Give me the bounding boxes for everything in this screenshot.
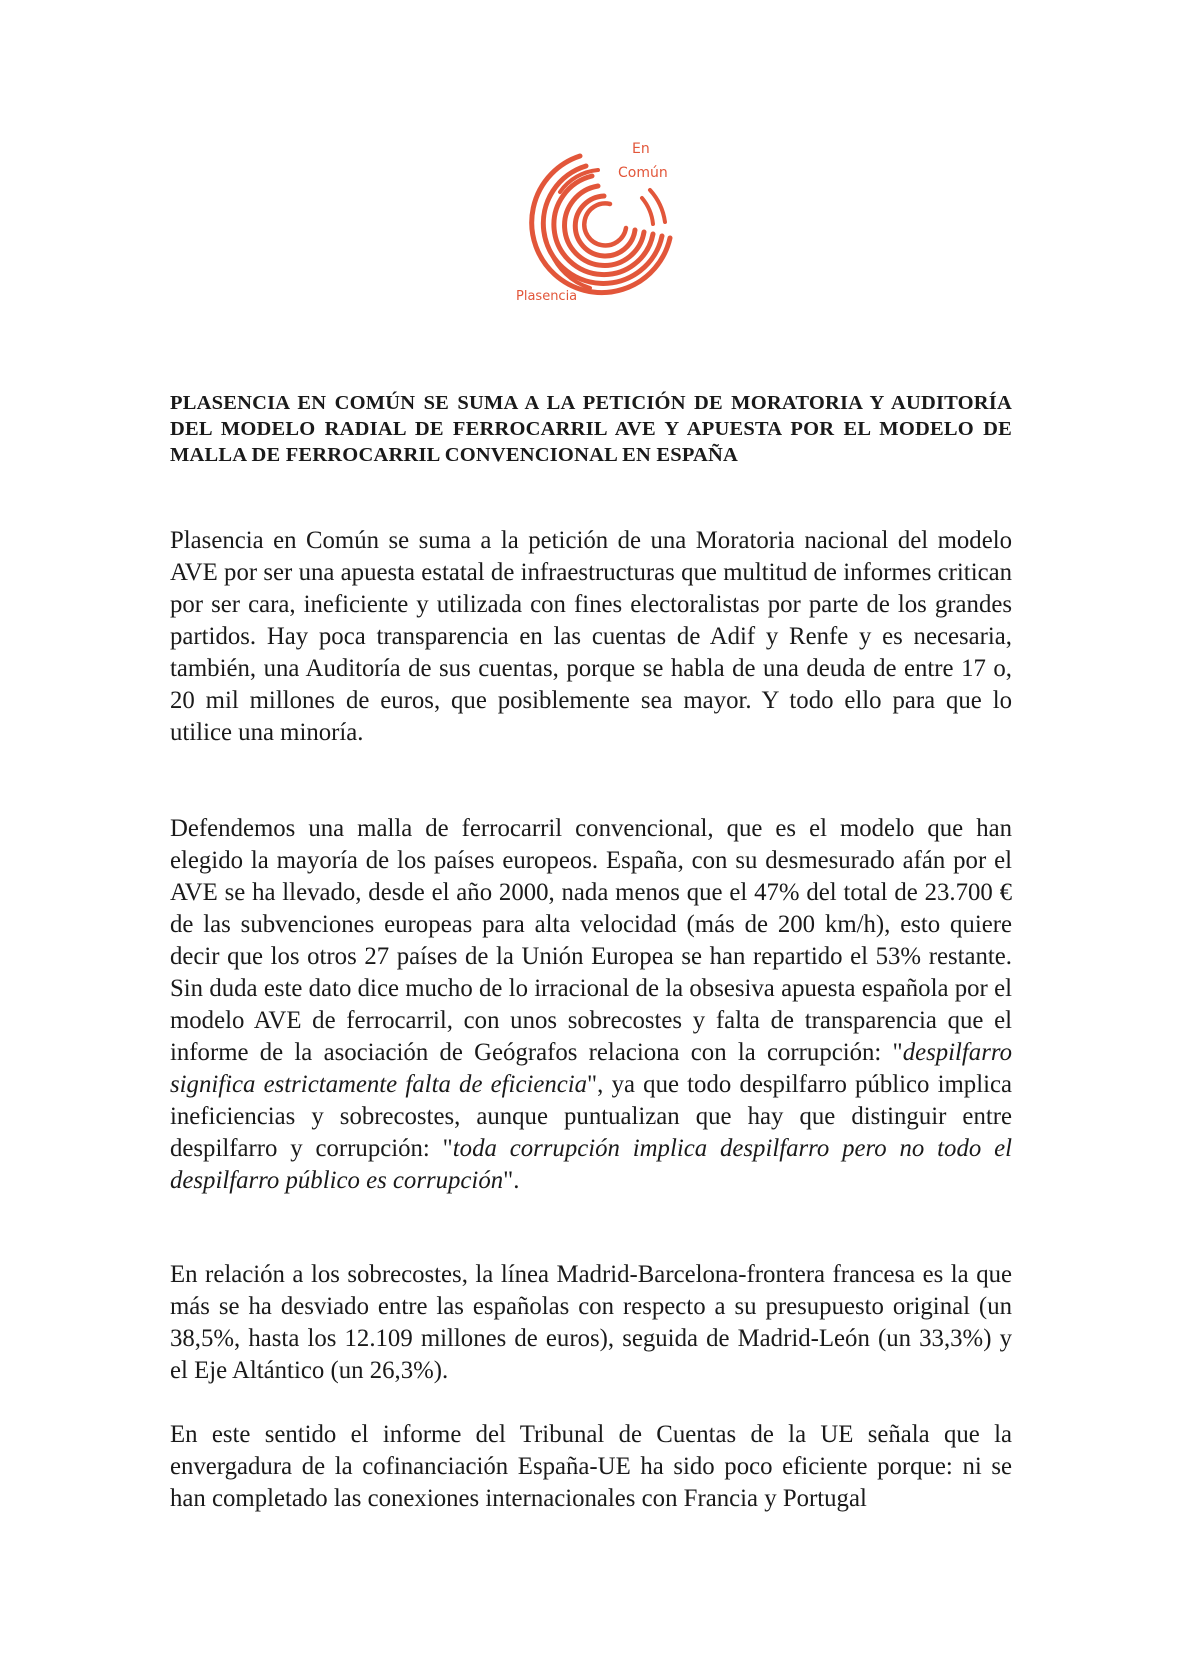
paragraph-text: Defendemos una malla de ferrocarril convencional, que es el modelo que han elegido la mayoría de los países europeos. España, con su desmesurado afán por el AVE se ha llevado, desde el año 2000, nada menos que el 47% del total de 23.700 € de las subvenciones europeas para alta velocidad (más de 200 km/h), esto quiere decir que los otros 27 países de la Unión Europea se han repartido el 53% restante. Sin duda este dato dice mucho de lo irracional de la obsesiva apuesta española por el modelo AVE de ferrocarril, con unos sobrecostes y falta de transparencia que el informe de la asociación de Geógrafos relaciona con la corrupción: " <box>170 815 1012 1066</box>
en-comun-logo <box>516 140 690 310</box>
paragraph-malla-convencional <box>170 813 1012 1197</box>
logo-plasencia-text: Plasencia <box>516 289 578 304</box>
quote-corrupcion: toda corrupción implica despilfarro pero no todo el despilfarro público es corrupción <box>170 1135 1012 1194</box>
paragraph-text: ". <box>503 1167 520 1194</box>
logo-comun-text: Común <box>618 165 668 181</box>
paragraph-moratoria: Plasencia en Común se suma a la petición de una Moratoria nacional del modelo AVE por ser una apuesta estatal de infraestructuras que multitud de informes critican por ser cara, ineficiente y utilizada con fines electoralistas por parte de los grandes partidos. Hay poca transparencia en las cuentas de Adif y Renfe y es necesaria, también, una Auditoría de sus cuentas, porque se habla de una deuda de entre 17 o, 20 mil millones de euros, que posiblemente sea mayor. Y todo ello para que lo utilice una minoría. <box>170 527 1012 746</box>
paragraph-tribunal-cuentas: En este sentido el informe del Tribunal de Cuentas de la UE señala que la envergadura de la cofinanciación España-UE ha sido poco eficiente porque: ni se han completado las conexiones internacionales con Francia y Portugal <box>170 1421 1012 1512</box>
paragraph-sobrecostes: En relación a los sobrecostes, la línea Madrid-Barcelona-frontera francesa es la que más se ha desviado entre las españolas con respecto a su presupuesto original (un 38,5%, hasta los 12.109 millones de euros), seguida de Madrid-León (un 33,3%) y el Eje Altántico (un 26,3%). <box>170 1261 1012 1384</box>
quote-despilfarro: despilfarro significa estrictamente falta de eficiencia <box>170 1039 1012 1098</box>
logo-en-text: En <box>632 141 650 157</box>
press-release-title: PLASENCIA EN COMÚN SE SUMA A LA PETICIÓN DE MORATORIA Y AUDITORÍA DEL MODELO RADIAL DE FERROCARRIL AVE Y APUESTA POR EL MODELO DE MALLA DE FERROCARRIL CONVENCIONAL EN ESPAÑA <box>170 392 1012 466</box>
paragraph-text: ", ya que todo despilfarro público implica ineficiencias y sobrecostes, aunque puntualizan que hay que distinguir entre despilfarro y corrupción: " <box>170 1071 1013 1162</box>
